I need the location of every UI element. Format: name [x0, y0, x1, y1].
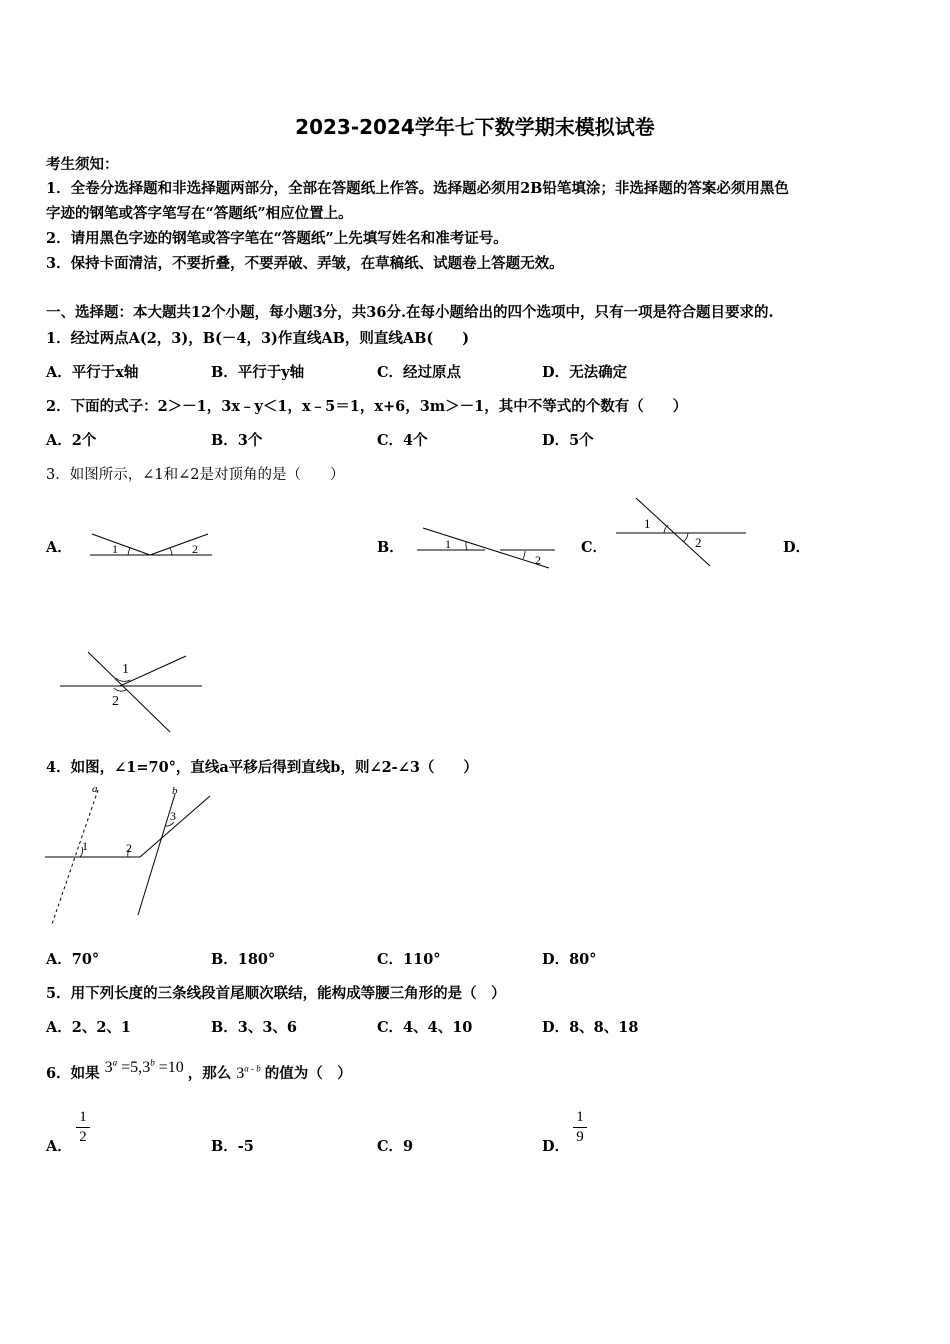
- q6-option-d[interactable]: D．: [542, 1138, 570, 1155]
- q5-option-c[interactable]: C．4、4、10: [377, 1019, 473, 1036]
- q6-suffix: 的值为（ ）: [264, 1065, 352, 1082]
- q4-option-a[interactable]: A．70°: [46, 951, 100, 968]
- q5-option-b[interactable]: B．3、3、6: [211, 1019, 298, 1036]
- q3-stem: 3．如图所示，∠1和∠2是对顶角的是（ ）: [46, 467, 345, 483]
- q3-option-d[interactable]: D．: [783, 539, 811, 556]
- q4-label-1: 1: [82, 839, 88, 853]
- q6-a-numerator: 1: [79, 1109, 87, 1125]
- q3-b-label-1: 1: [445, 537, 451, 551]
- q6-a-denominator: 2: [79, 1129, 87, 1145]
- q4-option-d[interactable]: D．80°: [542, 951, 597, 968]
- q5-stem: 5．用下列长度的三条线段首尾顺次联结，能构成等腰三角形的是（ ）: [46, 985, 506, 1002]
- q6-mid: ，那么: [187, 1065, 232, 1082]
- q1-stem: 1．经过两点A(2，3)，B(－4，3)作直线AB，则直线AB( ): [46, 330, 470, 347]
- q6-d-fraction: [573, 1109, 587, 1146]
- q6-base-1: 3: [104, 1059, 113, 1076]
- q3-a-label-2: 2: [192, 542, 198, 556]
- q6-d-numerator: 1: [576, 1109, 584, 1125]
- q4-stem: 4．如图，∠1=70°，直线a平移后得到直线b，则∠2-∠3（ ）: [46, 759, 478, 776]
- q6-formula-1: [105, 1059, 188, 1076]
- q6-prefix: 6．如果: [46, 1065, 100, 1082]
- q2-option-d[interactable]: D．5个: [542, 432, 594, 449]
- q3-a-label-1: 1: [112, 542, 118, 556]
- q6-eq-2: =10: [154, 1059, 184, 1076]
- q6-stem: [46, 1057, 352, 1083]
- q1-option-b[interactable]: B．平行于y轴: [211, 364, 305, 381]
- q6-option-c[interactable]: C．9: [377, 1138, 414, 1155]
- notice-line-3: 3．保持卡面清洁，不要折叠，不要弄破、弄皱，在草稿纸、试题卷上答题无效。: [46, 255, 564, 272]
- q3-d-label-1: 1: [122, 662, 129, 677]
- q4-label-a: a: [92, 783, 98, 795]
- q3-c-label-1: 1: [644, 516, 651, 531]
- q2-stem: 2．下面的式子：2＞－1，3x﹣y＜1，x﹣5＝1，x+6，3m＞－1，其中不等式的个数有（ ）: [46, 398, 688, 415]
- q4-label-b: b: [172, 785, 178, 797]
- q2-option-c[interactable]: C．4个: [377, 432, 428, 449]
- q3-figure-d: [56, 648, 206, 738]
- q6-base-3: 3: [236, 1065, 245, 1082]
- q1-option-d[interactable]: D．无法确定: [542, 364, 628, 381]
- q4-figure: [40, 784, 225, 929]
- q6-eq-1: =5,: [117, 1059, 143, 1076]
- q6-formula-2: [236, 1065, 265, 1082]
- q3-figure-b: [415, 520, 560, 575]
- q2-option-a[interactable]: A．2个: [46, 432, 97, 449]
- q4-label-2: 2: [126, 841, 132, 855]
- q1-option-c[interactable]: C．经过原点: [377, 364, 462, 381]
- q3-figure-c: [612, 495, 752, 570]
- q6-a-fraction: [76, 1109, 90, 1146]
- notice-line-1: 1．全卷分选择题和非选择题两部分，全部在答题纸上作答。选择题必须用2B铅笔填涂；非选择题的答案必须用黑色: [46, 180, 789, 197]
- page-title: 2023-2024学年七下数学期末模拟试卷: [295, 115, 655, 139]
- q6-option-a[interactable]: A．: [46, 1138, 72, 1155]
- q4-option-b[interactable]: B．180°: [211, 951, 276, 968]
- q3-c-label-2: 2: [695, 535, 702, 550]
- q3-d-label-2: 2: [112, 694, 119, 709]
- notice-heading: 考生须知：: [46, 156, 119, 173]
- q5-option-a[interactable]: A．2、2、1: [46, 1019, 132, 1036]
- q3-figure-a: [80, 520, 220, 565]
- q6-d-fraction-bar: [573, 1127, 587, 1128]
- q5-option-d[interactable]: D．8、8、18: [542, 1019, 639, 1036]
- q6-a-fraction-bar: [76, 1127, 90, 1128]
- q6-exp-1: a: [112, 1057, 118, 1068]
- q1-option-a[interactable]: A．平行于x轴: [46, 364, 139, 381]
- q6-exp-2: b: [150, 1057, 155, 1068]
- q3-option-a[interactable]: A．: [46, 539, 72, 556]
- notice-line-1-cont: 字迹的钢笔或答字笔写在“答题纸”相应位置上。: [46, 205, 353, 222]
- q3-option-b[interactable]: B．: [377, 539, 404, 556]
- q6-d-denominator: 9: [576, 1129, 584, 1145]
- q6-exp-3: a - b: [244, 1063, 261, 1074]
- q3-option-c[interactable]: C．: [581, 539, 608, 556]
- q3-b-label-2: 2: [535, 553, 541, 567]
- q6-option-b[interactable]: B．-5: [211, 1138, 254, 1155]
- q4-option-c[interactable]: C．110°: [377, 951, 441, 968]
- section-heading: 一、选择题：本大题共12个小题，每小题3分，共36分.在每小题给出的四个选项中，只有一项是符合题目要求的.: [46, 304, 774, 321]
- q6-base-2: 3: [142, 1059, 151, 1076]
- q4-label-3: 3: [170, 809, 176, 823]
- q2-option-b[interactable]: B．3个: [211, 432, 263, 449]
- notice-line-2: 2．请用黑色字迹的钢笔或答字笔在“答题纸”上先填写姓名和准考证号。: [46, 230, 508, 247]
